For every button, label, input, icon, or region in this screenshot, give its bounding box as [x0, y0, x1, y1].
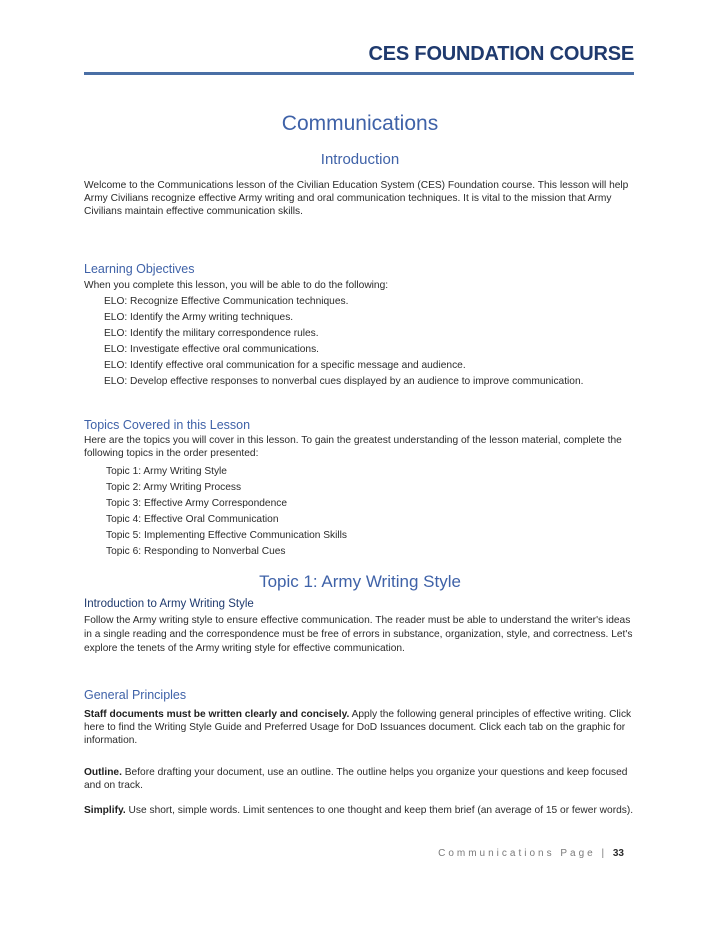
list-item: Topic 6: Responding to Nonverbal Cues	[106, 546, 286, 557]
list-item: ELO: Investigate effective oral communications.	[104, 344, 319, 355]
objectives-heading: Learning Objectives	[84, 262, 195, 276]
topic1-subheading: Introduction to Army Writing Style	[84, 598, 254, 610]
objectives-intro: When you complete this lesson, you will be able to do the following:	[84, 280, 389, 291]
principles-heading: General Principles	[84, 688, 187, 702]
topics-heading: Topics Covered in this Lesson	[84, 418, 251, 432]
list-item: ELO: Develop effective responses to nonverbal cues displayed by an audience to improve communication.	[104, 376, 584, 387]
page-footer	[438, 848, 624, 859]
list-item: Topic 3: Effective Army Correspondence	[106, 498, 288, 509]
list-item: Topic 4: Effective Oral Communication	[106, 514, 279, 525]
intro-heading: Introduction	[320, 151, 400, 168]
list-item: Topic 1: Army Writing Style	[106, 466, 227, 477]
list-item: ELO: Recognize Effective Communication techniques.	[104, 296, 349, 307]
topics-list	[106, 466, 638, 562]
topic1-heading: Topic 1: Army Writing Style	[259, 572, 461, 591]
topic1-paragraph: Follow the Army writing style to ensure effective communication. The reader must be able to understand the writer's ideas in a single reading and the correspondence must be free of errors in substance, organization, style, and correctness. Let's explore the tenets of the Army writing style for effective communication.	[84, 615, 633, 654]
list-item: ELO: Identify effective oral communication for a specific message and audience.	[104, 360, 466, 371]
list-item: Topic 5: Implementing Effective Communication Skills	[106, 530, 348, 541]
principle-simplify	[84, 804, 636, 817]
header-rule	[84, 72, 634, 75]
footer-label: Communications	[438, 848, 555, 859]
objectives-list	[104, 296, 636, 392]
intro-paragraph: Welcome to the Communications lesson of the Civilian Education System (CES) Foundation course. This lesson will help Army Civilians recognize effective Army writing and oral communication techniques. It is vital to the mission that Army Civilians maintain effective communication skills.	[84, 180, 629, 217]
principle-lead: Staff documents must be written clearly and concisely.	[84, 709, 350, 720]
topics-intro: Here are the topics you will cover in this lesson. To gain the greatest understanding of the lesson material, complete the following topics in the order presented:	[84, 435, 622, 459]
list-item: ELO: Identify the military correspondence rules.	[104, 328, 319, 339]
header-title: CES FOUNDATION COURSE	[368, 43, 634, 65]
principle-text: Before drafting your document, use an outline. The outline helps you organize your questions and keep focused and on track.	[84, 767, 628, 791]
list-item: ELO: Identify the Army writing techniques.	[104, 312, 294, 323]
list-item: Topic 2: Army Writing Process	[106, 482, 242, 493]
page-number: 33	[612, 848, 624, 859]
principle-text: Use short, simple words. Limit sentences to one thought and keep them brief (an average of 15 or fewer words).	[125, 805, 634, 816]
principle-lead: Simplify.	[84, 805, 126, 816]
principle-text: Apply the following general principles of effective writing. Click here to find the Writing Style Guide and Preferred Usage for DoD Issuances document. Click each tab on the graphic for information.	[84, 709, 632, 746]
footer-separator: Page |	[554, 848, 613, 859]
principle-clear-concise	[84, 708, 636, 747]
page-title: Communications	[281, 112, 439, 135]
principle-lead: Outline.	[84, 767, 122, 778]
principle-outline	[84, 766, 636, 792]
